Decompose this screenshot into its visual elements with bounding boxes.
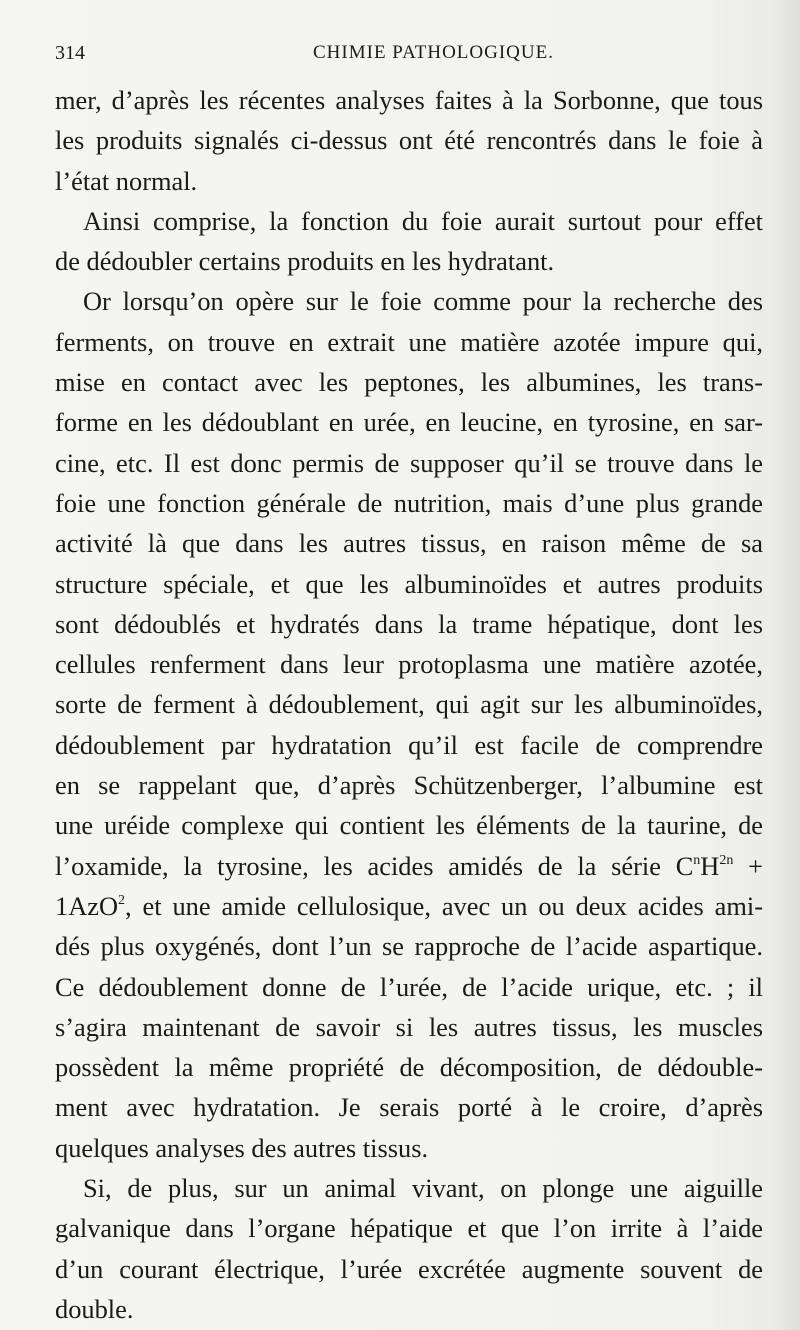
text-fragment: l’oxamide, la tyrosine, les acides amidés de la série C bbox=[55, 850, 694, 881]
text-line: cellules renferment dans leur protoplasma une matière azotée, bbox=[55, 649, 763, 680]
formula-superscript: n bbox=[693, 852, 701, 868]
text-line: forme en les dédoublant en urée, en leucine, en tyrosine, en sar- bbox=[55, 407, 763, 438]
text-line: sont dédoublés et hydratés dans la trame hépatique, dont les bbox=[55, 608, 763, 639]
text-line: galvanique dans l’organe hépatique et que l’on irrite à l’aide bbox=[55, 1213, 763, 1244]
text-line: ment avec hydratation. Je serais porté à le croire, d’après bbox=[55, 1092, 763, 1123]
page-number: 314 bbox=[55, 42, 85, 64]
text-line: mise en contact avec les peptones, les albumines, les trans- bbox=[55, 367, 763, 398]
text-line: double. bbox=[55, 1293, 134, 1324]
text-line: en se rappelant que, d’après Schützenberger, l’albumine est bbox=[55, 770, 763, 801]
formula-symbol: H bbox=[700, 850, 720, 881]
formula-superscript: 2n bbox=[719, 852, 734, 868]
text-line: structure spéciale, et que les albuminoïdes et autres produits bbox=[55, 568, 763, 599]
text-line: de dédoubler certains produits en les hydratant. bbox=[55, 246, 555, 277]
text-line: Ce dédoublement donne de l’urée, de l’acide urique, etc. ; il bbox=[55, 971, 763, 1002]
text-line: Or lorsqu’on opère sur le foie comme pour la recherche des bbox=[83, 286, 763, 317]
text-line: d’un courant électrique, l’urée excrétée augmente souvent de bbox=[55, 1253, 763, 1284]
formula-plus: + bbox=[748, 850, 763, 881]
text-line: Ainsi comprise, la fonction du foie aurait surtout pour effet bbox=[83, 205, 763, 236]
text-line: Si, de plus, sur un animal vivant, on plonge une aiguille bbox=[83, 1173, 763, 1204]
formula-superscript: 2 bbox=[118, 892, 126, 908]
text-line: sorte de ferment à dédoublement, qui agit sur les albuminoïdes, bbox=[55, 689, 763, 720]
text-line: quelques analyses des autres tissus. bbox=[55, 1132, 429, 1163]
text-line: foie une fonction générale de nutrition, mais d’une plus grande bbox=[55, 487, 763, 518]
body-text bbox=[55, 80, 763, 1329]
text-line: une uréide complexe qui contient les éléments de la taurine, de bbox=[55, 810, 763, 841]
text-fragment: 1AzO bbox=[55, 890, 119, 921]
text-line: l’état normal. bbox=[55, 165, 198, 196]
page-header bbox=[55, 42, 755, 72]
text-line: possèdent la même propriété de décomposition, de dédouble- bbox=[55, 1052, 763, 1083]
text-line: cine, etc. Il est donc permis de supposer qu’il se trouve dans le bbox=[55, 447, 763, 478]
text-line-formula bbox=[55, 846, 763, 886]
text-line: dés plus oxygénés, dont l’un se rapproche de l’acide aspartique. bbox=[55, 931, 763, 962]
text-line: dédoublement par hydratation qu’il est facile de comprendre bbox=[55, 729, 763, 760]
text-line: les produits signalés ci-dessus ont été rencontrés dans le foie à bbox=[55, 125, 763, 156]
text-line: activité là que dans les autres tissus, en raison même de sa bbox=[55, 528, 763, 559]
text-line-formula bbox=[55, 886, 763, 926]
text-line: s’agira maintenant de savoir si les autres tissus, les muscles bbox=[55, 1011, 763, 1042]
text-fragment: , et une amide cellulosique, avec un ou deux acides ami- bbox=[125, 890, 763, 921]
text-line: ferments, on trouve en extrait une matière azotée impure qui, bbox=[55, 326, 763, 357]
running-head: CHIMIE PATHOLOGIQUE. bbox=[313, 42, 554, 63]
page-gutter-shadow bbox=[772, 0, 800, 1330]
text-line: mer, d’après les récentes analyses faites à la Sorbonne, que tous bbox=[55, 85, 763, 115]
